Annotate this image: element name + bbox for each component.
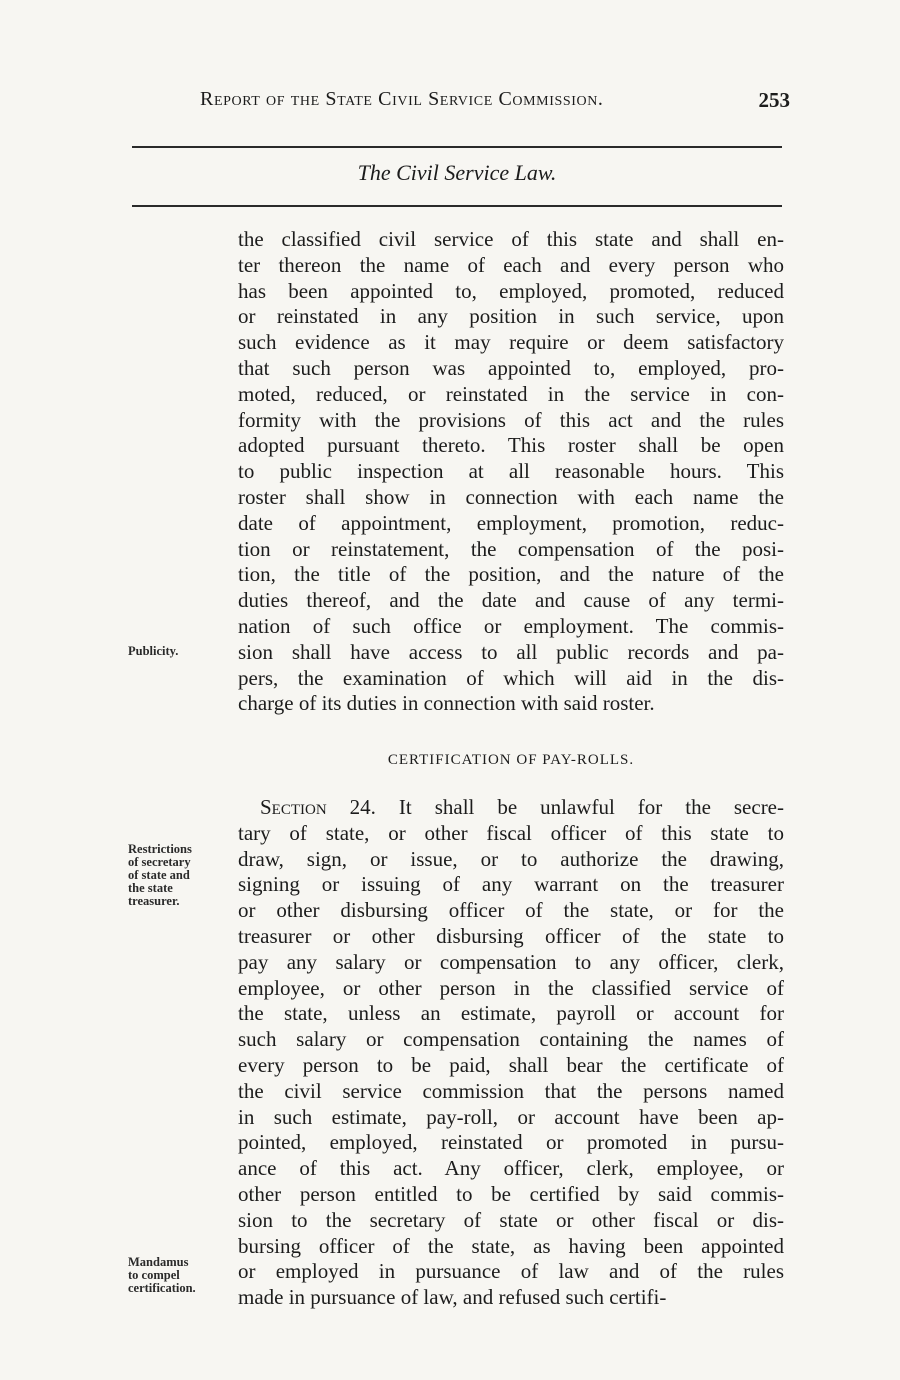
section-heading: CERTIFICATION OF PAY-ROLLS. <box>387 752 635 768</box>
text-line: sion to the secretary of state or other fiscal or dis- <box>238 1207 784 1232</box>
margin-note-line: treasurer. <box>128 894 180 908</box>
text-line: ance of this act. Any officer, clerk, employee, or <box>238 1156 784 1181</box>
text-line: the classified civil service of this state and shall en- <box>238 227 784 251</box>
running-header <box>200 88 790 118</box>
text-line: formity with the provisions of this act and the rules <box>238 407 784 432</box>
text-line: signing or issuing of any warrant on the treasurer <box>238 872 784 897</box>
text-line: date of appointment, employment, promotion, reduc- <box>238 510 784 535</box>
margin-note-line: the state <box>128 881 173 895</box>
text-line: every person to be paid, shall bear the certificate of <box>238 1052 784 1077</box>
text-line: or other disbursing officer of the state, or for the <box>238 898 784 923</box>
text-line: employee, or other person in the classified service of <box>238 975 784 1000</box>
margin-note-publicity: Publicity. <box>128 644 179 658</box>
text-line: adopted pursuant thereto. This roster shall be open <box>238 433 784 458</box>
text-line: duties thereof, and the date and cause of any termi- <box>238 588 784 613</box>
text-line: charge of its duties in connection with said roster. <box>238 691 655 716</box>
section-title: The Civil Service Law. <box>357 160 557 185</box>
text-line: the state, unless an estimate, payroll or account for <box>238 1001 784 1026</box>
header-rule-top <box>132 146 782 148</box>
text-line: made in pursuance of law, and refused such certifi- <box>238 1285 667 1310</box>
running-title: Report of the State Civil Service Commission. <box>200 88 604 110</box>
section-label: Section 24. <box>260 795 376 819</box>
text-line: other person entitled to be certified by said commis- <box>238 1181 784 1206</box>
text-line: that such person was appointed to, employed, pro- <box>238 355 784 380</box>
page-number: 253 <box>758 88 790 112</box>
text-line: tary of state, or other fiscal officer of this state to <box>238 820 784 845</box>
text-line: to public inspection at all reasonable hours. This <box>238 459 784 484</box>
text-line: pointed, employed, reinstated or promoted in pursu- <box>238 1130 784 1155</box>
margin-note-line: of secretary <box>128 855 191 869</box>
text-line: or reinstated in any position in such service, upon <box>238 304 784 329</box>
text-line: tion, the title of the position, and the nature of the <box>238 562 784 587</box>
header-rule-bottom <box>132 205 782 207</box>
text-line: the civil service commission that the persons named <box>238 1078 784 1103</box>
paragraph-section-24 <box>238 795 784 1311</box>
text-line: moted, reduced, or reinstated in the service in con- <box>238 381 784 406</box>
text-line: nation of such office or employment. The commis- <box>238 613 784 638</box>
text-line: draw, sign, or issue, or to authorize the drawing, <box>238 846 784 871</box>
text-line: treasurer or other disbursing officer of the state to <box>238 923 784 948</box>
margin-note-mandamus <box>128 1256 228 1295</box>
text-line: ter thereon the name of each and every person who <box>238 252 784 277</box>
text-line: roster shall show in connection with each name the <box>238 484 784 509</box>
text-line: tion or reinstatement, the compensation of the posi- <box>238 536 784 561</box>
text-line: pers, the examination of which will aid in the dis- <box>238 665 784 690</box>
text-line: such evidence as it may require or deem satisfactory <box>238 330 784 355</box>
paragraph-roster <box>238 227 784 717</box>
text-line: or employed in pursuance of law and of the rules <box>238 1259 784 1284</box>
margin-note-restrictions <box>128 843 228 908</box>
text-line: sion shall have access to all public records and pa- <box>238 639 784 664</box>
text-line: has been appointed to, employed, promoted, reduced <box>238 278 784 303</box>
margin-note-line: Mandamus <box>128 1255 189 1269</box>
text-fragment: It shall be unlawful for the secre- <box>398 795 784 819</box>
text-line-first <box>238 795 784 821</box>
text-line: such salary or compensation containing the names of <box>238 1027 784 1052</box>
text-line: pay any salary or compensation to any officer, clerk, <box>238 949 784 974</box>
margin-note-line: Restrictions <box>128 842 192 856</box>
margin-note-line: to compel <box>128 1268 180 1282</box>
text-line: bursing officer of the state, as having been appointed <box>238 1233 784 1258</box>
margin-note-line: of state and <box>128 868 190 882</box>
margin-note-line: certification. <box>128 1281 196 1295</box>
text-line: in such estimate, pay-roll, or account have been ap- <box>238 1104 784 1129</box>
